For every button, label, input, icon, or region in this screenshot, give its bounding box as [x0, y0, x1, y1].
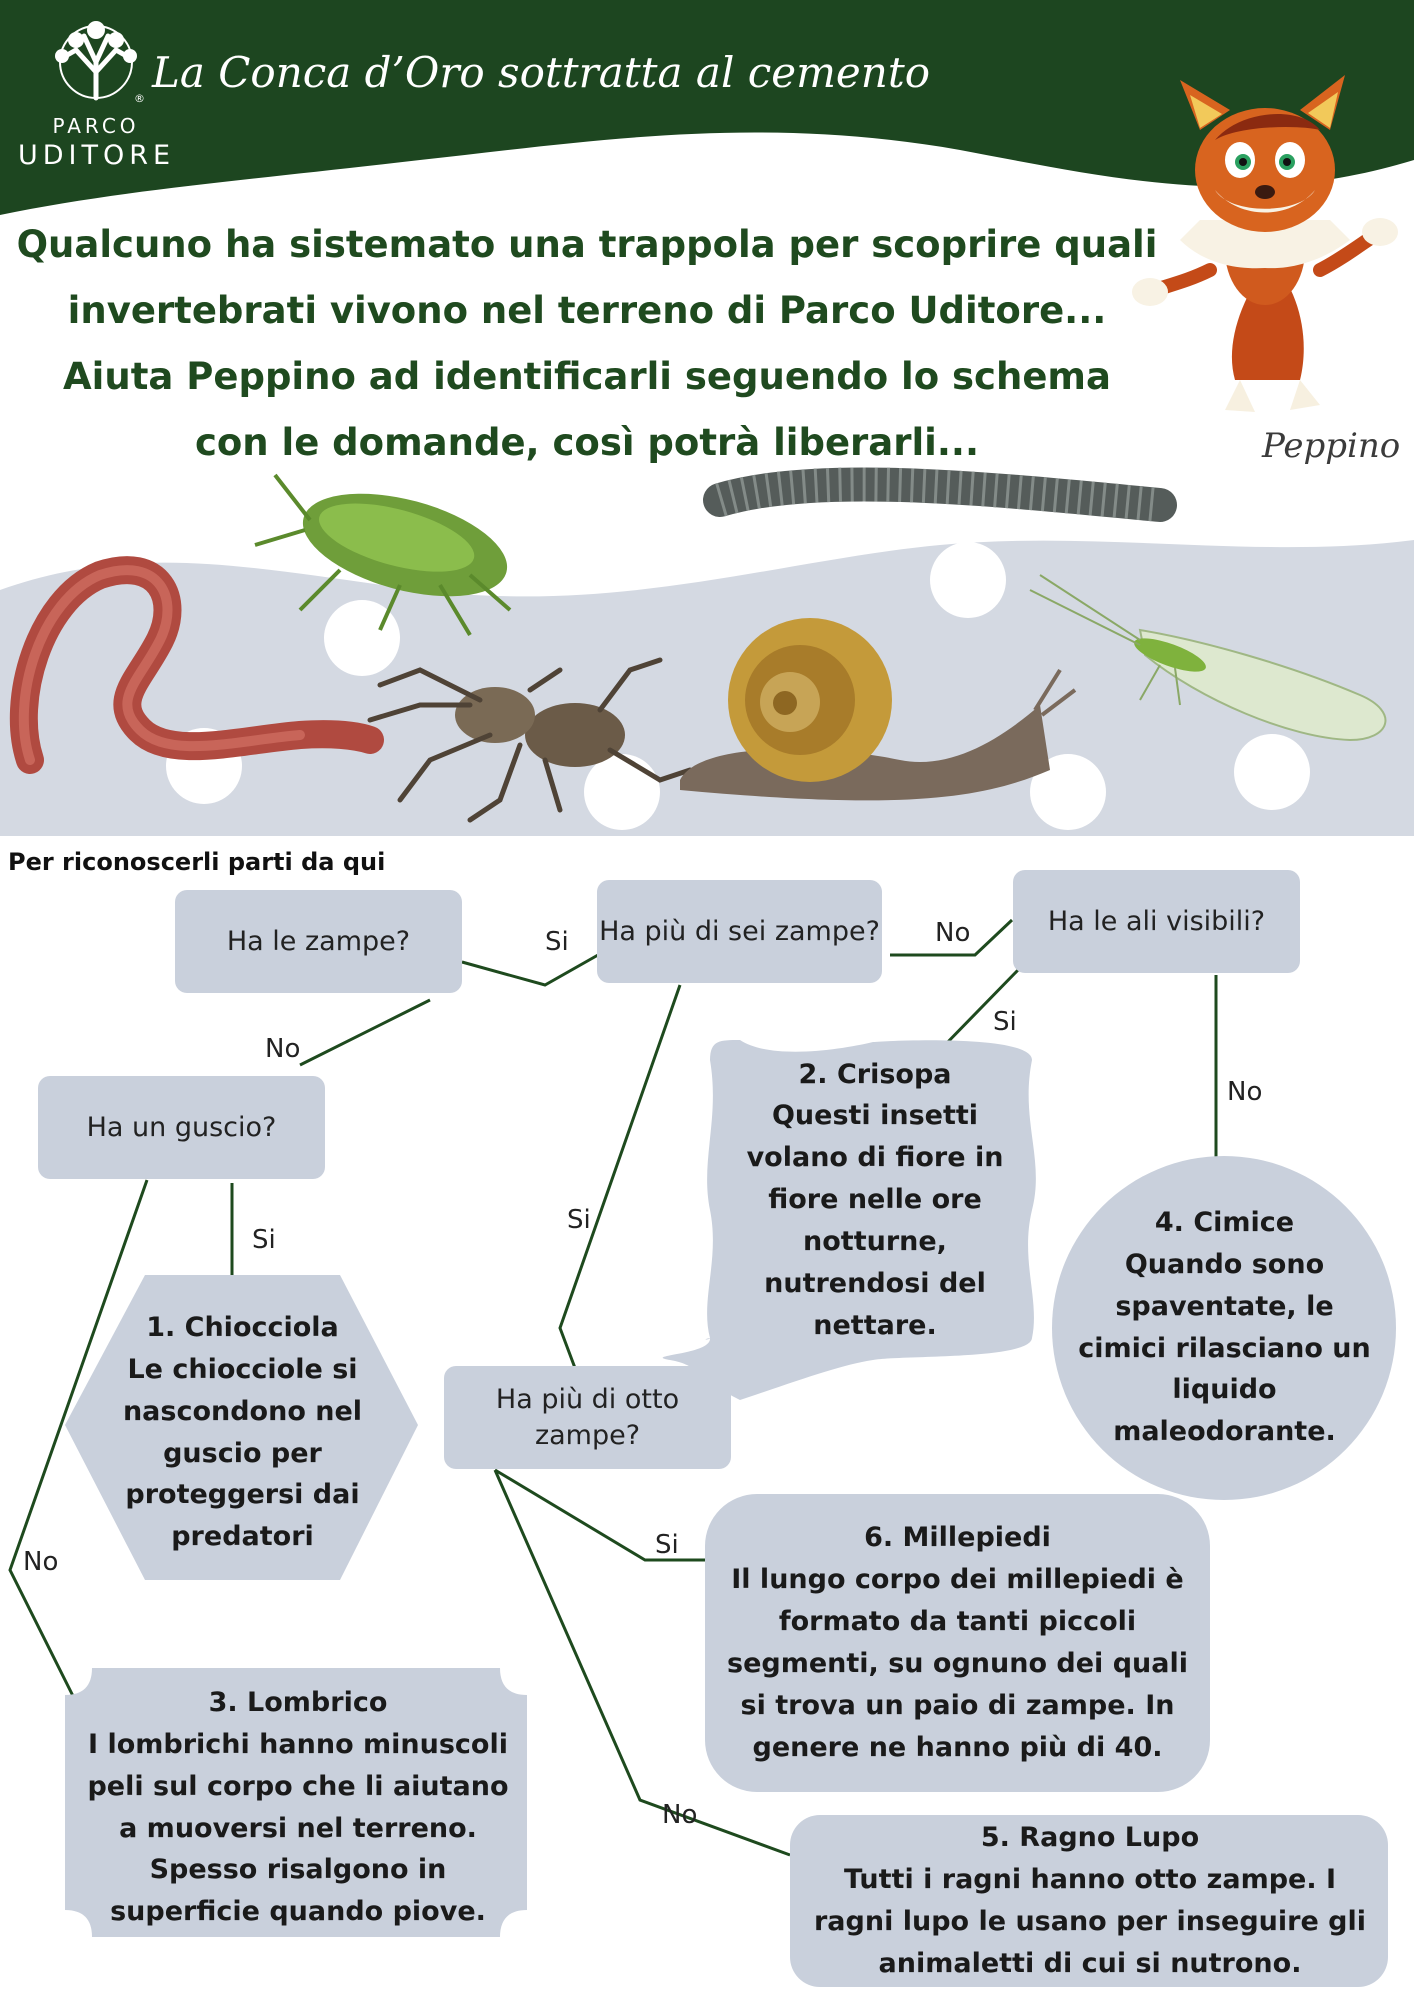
edge-label-shell-no: No [23, 1547, 59, 1577]
headline-line: Qualcuno ha sistemato una trappola per scoprire quali [16, 223, 1158, 266]
answer-title: 3. Lombrico [208, 1686, 388, 1718]
answer-title: 2. Crisopa [798, 1058, 952, 1090]
answer-snail [95, 1295, 390, 1570]
answer-wolf-spider [800, 1818, 1380, 1984]
edge-label-eight-yes: Si [655, 1530, 679, 1560]
mascot-name: Peppino [1262, 426, 1401, 466]
answer-earthworm [80, 1686, 516, 1928]
answer-title: 1. Chiocciola [146, 1311, 339, 1343]
edge-label-wings-no: No [1227, 1077, 1263, 1107]
answer-text: Quando sono spaventate, le cimici rilasciano un liquido maleodorante. [1078, 1248, 1371, 1448]
answer-title: 6. Millepiedi [864, 1522, 1051, 1554]
edge-label-six-no: No [935, 918, 971, 948]
question-more-than-six-legs: Ha più di sei zampe? [597, 880, 882, 983]
answer-lacewing [725, 1050, 1025, 1350]
edge-label-eight-no: No [662, 1800, 698, 1830]
answer-text: Tutti i ragni hanno otto zampe. I ragni lupo le usano per inseguire gli animaletti di cui si nutrono. [813, 1864, 1367, 1979]
answer-stinkbug [1072, 1190, 1377, 1465]
logo-line-parco: PARCO [52, 114, 140, 138]
svg-text:®: ® [134, 92, 145, 105]
edge-label-wings-yes: Si [993, 1007, 1017, 1037]
answer-title: 5. Ragno Lupo [980, 1822, 1200, 1854]
edge-label-legs-yes: Si [545, 927, 569, 957]
edge-label-shell-yes: Si [252, 1225, 276, 1255]
answer-text: I lombrichi hanno minuscoli peli sul corpo che li aiutano a muoversi nel terreno. Spesso risalgono in superficie quando piove. [87, 1728, 509, 1928]
start-label: Per riconoscerli parti da qui [8, 848, 386, 876]
question-has-shell: Ha un guscio? [38, 1076, 325, 1179]
answer-title: 4. Cimice [1154, 1206, 1295, 1238]
headline-line: Aiuta Peppino ad identificarli seguendo lo schema [63, 355, 1111, 398]
question-visible-wings: Ha le ali visibili? [1013, 870, 1300, 973]
headline-line: invertebrati vivono nel terreno di Parco Uditore... [67, 289, 1107, 332]
answer-millipede [720, 1498, 1195, 1788]
edge-label-six-yes: Si [567, 1205, 591, 1235]
answer-text: Le chiocciole si nascondono nel guscio per proteggersi dai predatori [122, 1353, 363, 1553]
answer-text: Il lungo corpo dei millepiedi è formato da tanti piccoli segmenti, su ognuno dei quali si trova un paio di zampe. In genere ne hanno più di 40. [727, 1564, 1188, 1763]
question-has-legs: Ha le zampe? [175, 890, 462, 993]
brand-title: La Conca d’Oro sottratta al cemento [152, 48, 931, 97]
question-more-than-eight-legs: Ha più di otto zampe? [444, 1366, 731, 1469]
headline-line: con le domande, così potrà liberarli... [194, 421, 980, 464]
logo-line-uditore: UDITORE [18, 140, 176, 171]
edge-label-legs-no: No [265, 1034, 301, 1064]
answer-text: Questi insetti volano di fiore in fiore nelle ore notturne, nutrendosi del nettare. [746, 1100, 1004, 1341]
